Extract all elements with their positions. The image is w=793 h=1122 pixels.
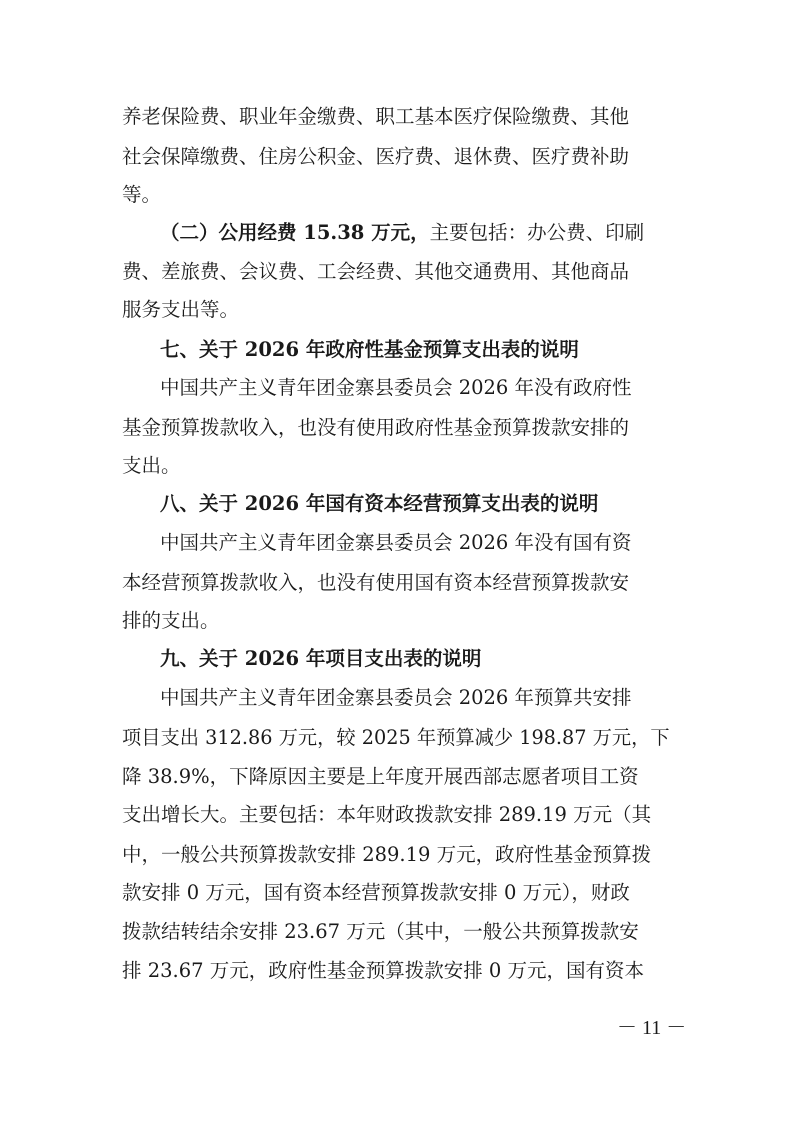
body-line: 中国共产主义青年团金寨县委员会 2026 年预算共安排 [160, 686, 632, 709]
body-line: 款安排 0 万元，国有资本经营预算拨款安排 0 万元），财政 [122, 881, 630, 904]
body-line: 社会保障缴费、住房公积金、医疗费、退休费、医疗费补助 [122, 145, 630, 168]
body-line: 排的支出。 [122, 609, 220, 632]
body-line: 等。 [122, 183, 162, 206]
body-line: 支出增长大。主要包括：本年财政拨款安排 289.19 万元（其 [122, 803, 652, 826]
body-line: 中，一般公共预算拨款安排 289.19 万元，政府性基金预算拨 [122, 843, 652, 866]
body-line: 本经营预算拨款收入，也没有使用国有资本经营预算拨款安 [122, 571, 630, 594]
body-line: 基金预算拨款收入，也没有使用政府性基金预算拨款安排的 [122, 416, 630, 439]
body-line: 养老保险费、职业年金缴费、职工基本医疗保险缴费、其他 [122, 105, 630, 128]
section-heading-9: 九、关于 2026 年项目支出表的说明 [160, 647, 482, 670]
body-line: 排 23.67 万元，政府性基金预算拨款安排 0 万元，国有资本 [122, 959, 645, 982]
bold-lead-text: （二）公用经费 15.38 万元， [160, 221, 430, 244]
body-line: 降 38.9%，下降原因主要是上年度开展西部志愿者项目工资 [122, 765, 639, 788]
body-line: 拨款结转结余安排 23.67 万元（其中，一般公共预算拨款安 [122, 920, 639, 943]
body-text: 主要包括：办公费、印刷 [429, 221, 645, 244]
section-heading-8: 八、关于 2026 年国有资本经营预算支出表的说明 [160, 492, 599, 515]
body-line: 中国共产主义青年团金寨县委员会 2026 年没有国有资 [160, 531, 632, 554]
body-line-with-bold-lead [160, 223, 644, 243]
body-line: 费、差旅费、会议费、工会经费、其他交通费用、其他商品 [122, 260, 630, 283]
body-line: 中国共产主义青年团金寨县委员会 2026 年没有政府性 [160, 376, 632, 399]
body-line: 服务支出等。 [122, 298, 240, 321]
section-heading-7: 七、关于 2026 年政府性基金预算支出表的说明 [160, 338, 579, 361]
body-line: 项目支出 312.86 万元，较 2025 年预算减少 198.87 万元，下 [122, 726, 670, 749]
page-number: － 11 － [617, 1017, 687, 1039]
body-line: 支出。 [122, 454, 181, 477]
